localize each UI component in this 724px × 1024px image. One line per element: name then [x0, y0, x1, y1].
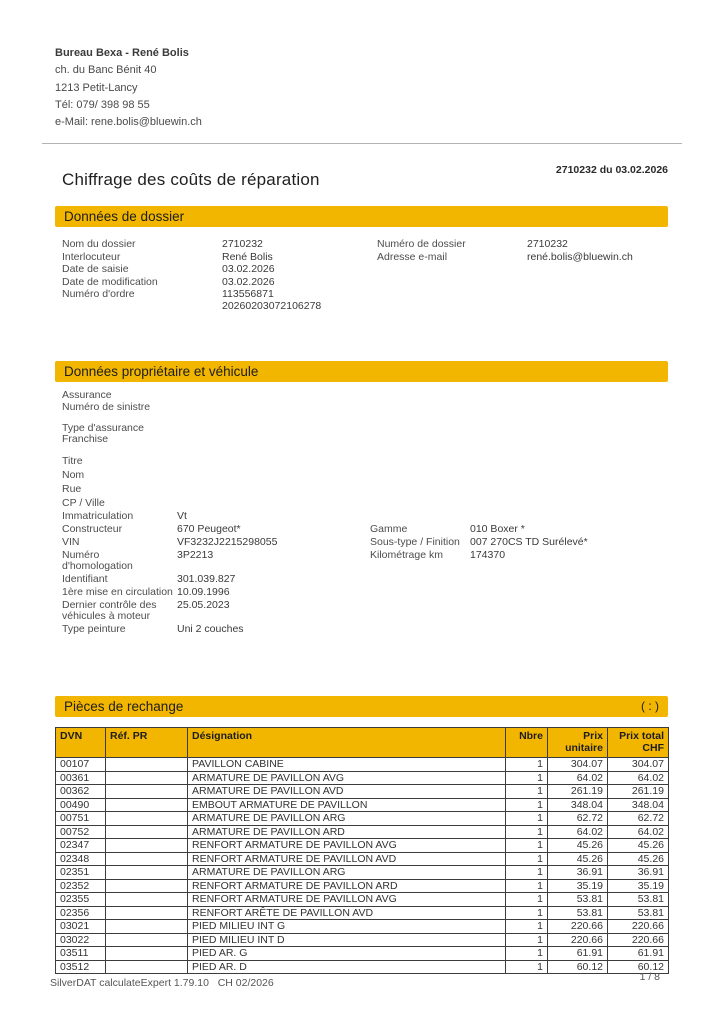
sender-email: e-Mail: rene.bolis@bluewin.ch [55, 116, 202, 129]
field-label: Interlocuteur [62, 250, 121, 263]
parts-table-cell: 64.02 [608, 825, 669, 839]
parts-table-cell: RENFORT ARMATURE DE PAVILLON AVG [188, 839, 506, 853]
field-value: 03.02.2026 [222, 263, 275, 276]
parts-table-cell [106, 825, 188, 839]
section-header-dossier [55, 206, 668, 227]
sender-address-line1: ch. du Banc Bénit 40 [55, 64, 157, 77]
parts-table-cell: 1 [506, 906, 548, 920]
field-value: VF3232J2215298055 [177, 535, 278, 548]
parts-table-cell: 1 [506, 852, 548, 866]
field-label: Adresse e-mail [377, 250, 448, 263]
parts-table-cell: PIED AR. D [188, 960, 506, 974]
dossier-fields [62, 239, 668, 314]
parts-table-header-row [56, 728, 669, 758]
parts-table-cell: 1 [506, 960, 548, 974]
field-row [62, 587, 362, 598]
parts-table-cell: ARMATURE DE PAVILLON AVD [188, 785, 506, 799]
section-header-dossier-label: Données de dossier [64, 209, 185, 224]
parts-table-cell: 45.26 [548, 839, 608, 853]
dossier-fields-right [377, 239, 668, 314]
parts-table-cell: PIED MILIEU INT G [188, 920, 506, 934]
parts-table-cell: 53.81 [608, 906, 669, 920]
parts-table-cell: 03511 [56, 947, 106, 961]
parts-table-cell: 00361 [56, 771, 106, 785]
field-value: René Bolis [222, 250, 273, 263]
field-row [62, 277, 377, 289]
parts-table-cell: 45.26 [548, 852, 608, 866]
parts-table-cell: PAVILLON CABINE [188, 758, 506, 772]
parts-table-cell: 1 [506, 771, 548, 785]
parts-table-cell: 220.66 [548, 933, 608, 947]
parts-column-header: Désignation [188, 728, 506, 758]
parts-table-cell: 36.91 [608, 866, 669, 880]
parts-table-cell: 348.04 [548, 798, 608, 812]
field-label: Date de saisie [62, 263, 129, 276]
field-label: Titre [62, 455, 83, 468]
parts-table-row [56, 947, 669, 961]
parts-table-cell: 1 [506, 947, 548, 961]
field-label: Constructeur [62, 522, 123, 535]
parts-table-cell: 53.81 [548, 906, 608, 920]
parts-column-header: Prix unitaire [548, 728, 608, 758]
parts-table-cell: 00107 [56, 758, 106, 772]
parts-table-cell: 36.91 [548, 866, 608, 880]
field-value: 670 Peugeot* [177, 522, 241, 535]
vehicle-fields-right [370, 524, 660, 563]
parts-table-cell: 220.66 [608, 920, 669, 934]
field-label: Kilométrage km [370, 548, 443, 561]
field-value: 174370 [470, 548, 506, 561]
field-row [62, 550, 362, 573]
field-row [62, 239, 377, 251]
field-label: Dernier contrôle des véhicules à moteur [62, 598, 157, 622]
field-value: Vt [177, 510, 187, 522]
field-value: 3P2213 [177, 548, 214, 561]
parts-table-cell: 304.07 [548, 758, 608, 772]
parts-column-header: Réf. PR [106, 728, 188, 758]
parts-table-cell [106, 812, 188, 826]
vehicle-fields-left [62, 511, 362, 637]
parts-table-cell: 220.66 [548, 920, 608, 934]
parts-table-cell [106, 798, 188, 812]
field-value: 2710232 [527, 238, 568, 250]
field-row [62, 600, 362, 623]
parts-table-cell: 60.12 [608, 960, 669, 974]
field-value: 007 270CS TD Surélevé* [470, 535, 588, 548]
field-label: Nom du dossier [62, 238, 136, 250]
field-value: 301.039.827 [177, 572, 236, 585]
parts-table-cell: PIED MILIEU INT D [188, 933, 506, 947]
field-label: Numéro de dossier [377, 238, 466, 250]
parts-table-cell: 1 [506, 920, 548, 934]
field-value: 25.05.2023 [177, 598, 230, 611]
parts-table-cell: 53.81 [608, 893, 669, 907]
field-label: Type d'assurance [62, 421, 144, 434]
parts-table-row [56, 812, 669, 826]
parts-table-cell: ARMATURE DE PAVILLON ARD [188, 825, 506, 839]
parts-table-cell [106, 906, 188, 920]
field-row [62, 524, 362, 535]
parts-table-cell [106, 758, 188, 772]
parts-table-cell: 60.12 [548, 960, 608, 974]
footer-page-number: 1 / 8 [639, 971, 660, 983]
parts-table-cell: ARMATURE DE PAVILLON ARG [188, 812, 506, 826]
parts-table-cell [106, 785, 188, 799]
parts-table-cell: 00490 [56, 798, 106, 812]
parts-table-cell [106, 893, 188, 907]
section-header-owner-vehicle-label: Données propriétaire et véhicule [64, 364, 259, 379]
field-row [377, 252, 668, 264]
field-label: Assurance [62, 389, 112, 401]
parts-table-cell [106, 771, 188, 785]
field-value: 010 Boxer * [470, 523, 525, 535]
field-row [62, 252, 377, 264]
sender-phone: Tél: 079/ 398 98 55 [55, 98, 150, 111]
owner-field-group [62, 390, 150, 413]
field-row [62, 511, 362, 522]
parts-table-row [56, 785, 669, 799]
parts-table-row [56, 825, 669, 839]
parts-table-row [56, 960, 669, 974]
parts-table-cell: ARMATURE DE PAVILLON AVG [188, 771, 506, 785]
field-label: Immatriculation [62, 510, 134, 522]
field-label: Numéro d'ordre [62, 288, 135, 301]
parts-table-row [56, 798, 669, 812]
parts-table-cell: RENFORT ARMATURE DE PAVILLON AVD [188, 852, 506, 866]
parts-table-cell: 1 [506, 839, 548, 853]
parts-column-header: Prix total CHF [608, 728, 669, 758]
field-label: Numéro d'homologation [62, 548, 133, 572]
parts-table-cell: 62.72 [548, 812, 608, 826]
field-label: VIN [62, 535, 80, 548]
field-label: Rue [62, 483, 82, 496]
parts-table-cell: 62.72 [608, 812, 669, 826]
parts-column-header: DVN [56, 728, 106, 758]
parts-table-cell [106, 920, 188, 934]
field-value: 10.09.1996 [177, 585, 230, 598]
parts-table-cell: 1 [506, 785, 548, 799]
field-label: Sous-type / Finition [370, 535, 460, 548]
parts-table-row [56, 920, 669, 934]
parts-table-row [56, 893, 669, 907]
field-label: 1ère mise en circulation [62, 585, 173, 598]
field-value: 113556871 20260203072106278 [222, 288, 322, 312]
parts-table-cell: ARMATURE DE PAVILLON ARG [188, 866, 506, 880]
parts-table-cell: RENFORT ARÊTE DE PAVILLON AVD [188, 906, 506, 920]
parts-table-row [56, 758, 669, 772]
parts-table-cell: 00751 [56, 812, 106, 826]
field-row [62, 624, 362, 635]
field-label: Nom [62, 469, 85, 482]
parts-table-cell: 61.91 [608, 947, 669, 961]
parts-table-cell: 1 [506, 933, 548, 947]
parts-table-cell [106, 852, 188, 866]
dossier-fields-left [62, 239, 377, 314]
parts-table-cell [106, 866, 188, 880]
section-header-parts-right: ( : ) [641, 699, 659, 713]
parts-table-row [56, 852, 669, 866]
field-value: 2710232 [222, 238, 263, 250]
parts-table-row [56, 839, 669, 853]
parts-table-row [56, 933, 669, 947]
sender-block [55, 45, 202, 131]
parts-table-cell: 02348 [56, 852, 106, 866]
section-header-owner-vehicle [55, 361, 668, 382]
parts-table-cell: 35.19 [608, 879, 669, 893]
owner-field-group [62, 423, 150, 446]
parts-table-cell [106, 879, 188, 893]
parts-table-row [56, 906, 669, 920]
field-row [370, 524, 660, 535]
parts-table-cell: 220.66 [608, 933, 669, 947]
parts-table-cell: 02352 [56, 879, 106, 893]
parts-table-row [56, 866, 669, 880]
field-row [370, 550, 660, 561]
owner-fields [62, 390, 150, 521]
field-label: Date de modification [62, 275, 158, 288]
field-label: Type peinture [62, 622, 126, 635]
field-row [62, 264, 377, 276]
parts-table-cell: 03021 [56, 920, 106, 934]
parts-table-cell: 1 [506, 879, 548, 893]
parts-table-cell: 00752 [56, 825, 106, 839]
parts-table-cell: 304.07 [608, 758, 669, 772]
parts-table-cell: 261.19 [608, 785, 669, 799]
parts-table-cell: 02351 [56, 866, 106, 880]
parts-table-row [56, 771, 669, 785]
field-row [62, 537, 362, 548]
parts-table-cell: 02355 [56, 893, 106, 907]
parts-table-cell: 03512 [56, 960, 106, 974]
field-label: CP / Ville [62, 497, 105, 510]
parts-table-cell: 02356 [56, 906, 106, 920]
parts-table-cell [106, 839, 188, 853]
field-value: rené.bolis@bluewin.ch [527, 250, 633, 263]
parts-column-header: Nbre [506, 728, 548, 758]
parts-table-cell: 45.26 [608, 839, 669, 853]
footer-app-version: SilverDAT calculateExpert 1.79.10 CH 02/2026 [50, 977, 274, 989]
parts-table-cell: 03022 [56, 933, 106, 947]
section-header-parts-label: Pièces de rechange [64, 699, 184, 714]
field-row [62, 574, 362, 585]
field-row [62, 289, 377, 312]
field-row [377, 239, 668, 251]
parts-table-cell: 1 [506, 798, 548, 812]
parts-table-cell: PIED AR. G [188, 947, 506, 961]
section-header-parts [55, 696, 668, 717]
field-label: Franchise [62, 433, 109, 446]
parts-table-cell [106, 947, 188, 961]
parts-table-cell: 02347 [56, 839, 106, 853]
parts-table-cell: 261.19 [548, 785, 608, 799]
parts-table-cell: 1 [506, 893, 548, 907]
field-label: Identifiant [62, 572, 108, 585]
parts-table-cell: 1 [506, 866, 548, 880]
parts-table-row [56, 879, 669, 893]
field-value: Uni 2 couches [177, 622, 244, 635]
sender-address-line2: 1213 Petit-Lancy [55, 81, 138, 94]
parts-table-cell: 64.02 [608, 771, 669, 785]
parts-table-cell [106, 960, 188, 974]
parts-table-cell [106, 933, 188, 947]
parts-table-cell: 35.19 [548, 879, 608, 893]
parts-table-cell: 53.81 [548, 893, 608, 907]
parts-table-cell: 64.02 [548, 771, 608, 785]
top-divider [42, 143, 682, 144]
parts-table-cell: 61.91 [548, 947, 608, 961]
sender-name: Bureau Bexa - René Bolis [55, 47, 189, 59]
field-label: Numéro de sinistre [62, 400, 151, 413]
document-reference: 2710232 du 03.02.2026 [555, 164, 668, 176]
parts-table-cell: 348.04 [608, 798, 669, 812]
field-value: 03.02.2026 [222, 275, 275, 288]
parts-table-cell: 1 [506, 758, 548, 772]
page-title: Chiffrage des coûts de réparation [62, 170, 320, 189]
parts-table [55, 727, 669, 974]
parts-table-cell: 1 [506, 825, 548, 839]
parts-table-cell: RENFORT ARMATURE DE PAVILLON AVG [188, 893, 506, 907]
parts-table-cell: 64.02 [548, 825, 608, 839]
title-row [55, 164, 668, 190]
parts-table-cell: RENFORT ARMATURE DE PAVILLON ARD [188, 879, 506, 893]
parts-table-cell: EMBOUT ARMATURE DE PAVILLON [188, 798, 506, 812]
field-row [370, 537, 660, 548]
owner-field-group [62, 455, 150, 511]
parts-table-cell: 00362 [56, 785, 106, 799]
parts-table-cell: 1 [506, 812, 548, 826]
parts-table-cell: 45.26 [608, 852, 669, 866]
field-label: Gamme [370, 523, 408, 535]
